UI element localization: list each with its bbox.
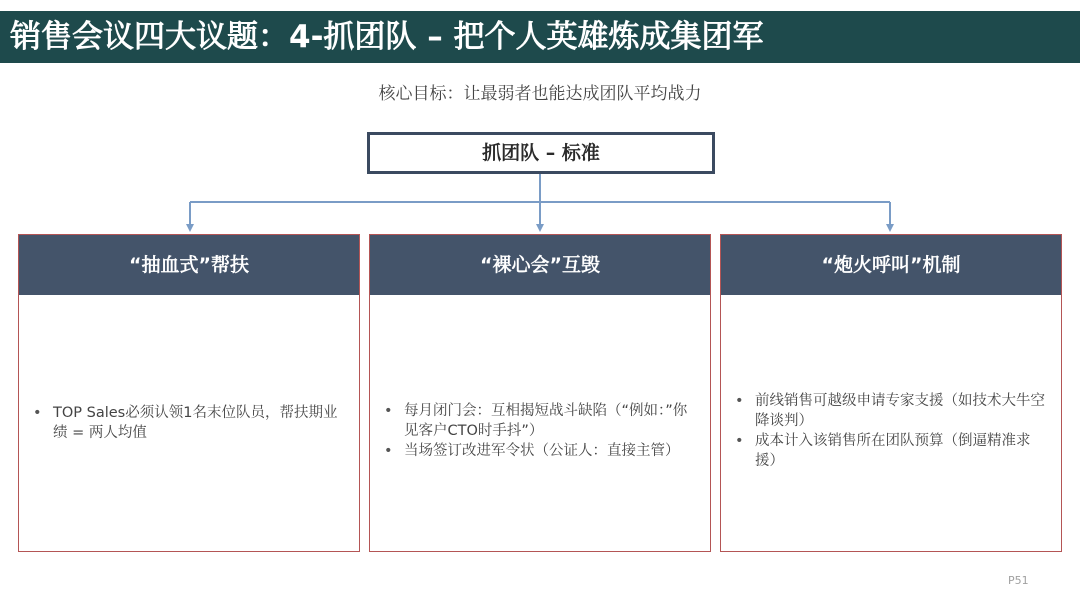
team-standard-box: 抓团队 – 标准	[367, 132, 715, 174]
bullet-item: • TOP Sales必须认领1名末位队员，帮扶期业绩 = 两人均值	[27, 403, 343, 443]
card-fire-call	[720, 234, 1062, 552]
page-number: P51	[1008, 574, 1029, 587]
bullet-item: • 每月闭门会：互相揭短战斗缺陷（“例如：”你见客户CTO时手抖”）	[378, 401, 694, 441]
bullet-item: • 当场签订改进军令状（公证人：直接主管）	[378, 441, 694, 461]
bullet-item: • 前线销售可越级申请专家支援（如技术大牛空降谈判）	[729, 391, 1045, 431]
page-title: 销售会议四大议题：4-抓团队 – 把个人英雄炼成集团军	[10, 19, 764, 55]
subtitle: 核心目标：让最弱者也能达成团队平均战力	[378, 84, 702, 104]
card-blood-support	[18, 234, 360, 552]
card-header: “炮火呼叫”机制	[721, 235, 1061, 295]
card-body	[370, 295, 710, 551]
card-header: “裸心会”互毁	[370, 235, 710, 295]
bullet-list	[729, 391, 1045, 471]
card-heart-meeting	[369, 234, 711, 552]
bullet-list	[27, 403, 343, 443]
card-body	[721, 295, 1061, 551]
card-body	[19, 295, 359, 551]
bullet-list	[378, 401, 694, 461]
card-header: “抽血式”帮扶	[19, 235, 359, 295]
bullet-item: • 成本计入该销售所在团队预算（倒逼精准求援）	[729, 431, 1045, 471]
